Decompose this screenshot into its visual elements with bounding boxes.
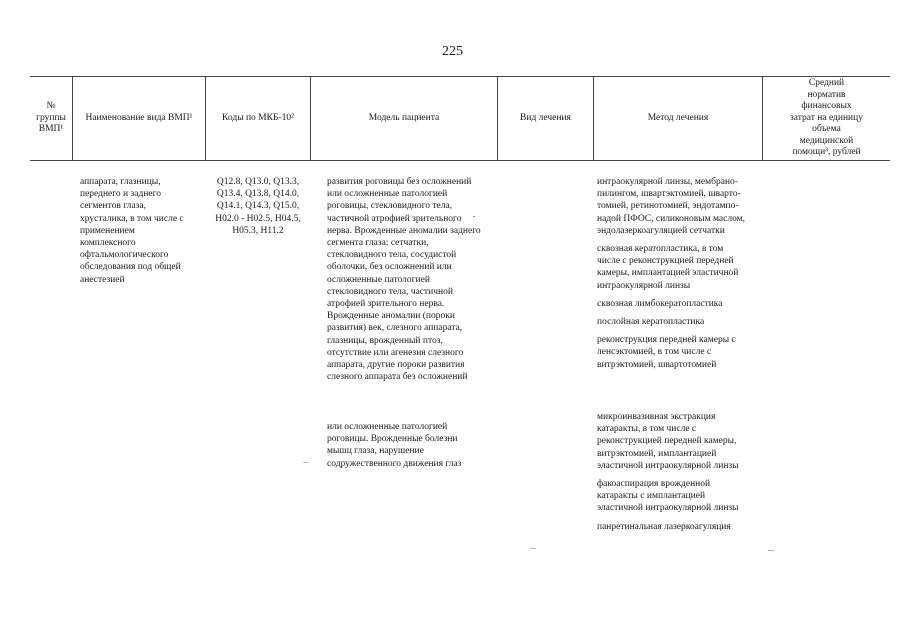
text-line: аппарата, другие пороки развития bbox=[327, 360, 465, 371]
header-average-cost-line: Средний bbox=[808, 78, 845, 89]
header-average-cost-lines bbox=[790, 78, 863, 159]
page-number: 225 bbox=[442, 44, 463, 59]
table-header-bottom-border bbox=[30, 160, 890, 161]
text-line: Q13.4, Q13.8, Q14.0, bbox=[216, 189, 300, 200]
text-line: H05.3, H11.2 bbox=[232, 225, 284, 236]
text-line: оболочки, без осложнений или bbox=[327, 262, 452, 273]
scan-speck bbox=[473, 216, 475, 217]
header-patient-model-text: Модель пациента bbox=[368, 112, 440, 123]
scan-dash bbox=[303, 462, 309, 463]
text-line: стекловидного тела, частичной bbox=[327, 286, 453, 297]
treatment-method-item bbox=[597, 411, 762, 472]
row2-patient-model bbox=[327, 421, 497, 470]
header-group-number-line: ВМП¹ bbox=[38, 124, 64, 135]
text-line: нерва. Врожденные аномалии заднего bbox=[327, 225, 481, 236]
header-average-cost-line: финансовых bbox=[801, 101, 852, 112]
text-line: Q12.8, Q13.0, Q13.3, bbox=[216, 177, 300, 187]
treatment-method-item bbox=[597, 243, 762, 292]
treatment-method-line: сквозная кератопластика, в том bbox=[597, 244, 724, 255]
treatment-method-line: числе с реконструкцией передней bbox=[597, 256, 734, 267]
treatment-method-line: факоаспирация врожденной bbox=[597, 479, 711, 490]
text-line: глазницы, врожденный птоз, bbox=[327, 335, 443, 346]
text-line: хрусталика, в том числе с bbox=[80, 213, 184, 224]
scan-dash bbox=[530, 548, 536, 549]
header-icd-codes bbox=[206, 77, 310, 160]
text-line: осложненные патологией bbox=[327, 274, 430, 285]
treatment-method-line: катаракты, в том числе с bbox=[597, 424, 697, 435]
header-group-number bbox=[30, 77, 72, 160]
text-line: применением bbox=[80, 225, 135, 236]
treatment-method-line: панретинальная лазеркоагуляция bbox=[597, 521, 731, 532]
header-average-cost-line: медицинской bbox=[799, 135, 854, 146]
header-average-cost-line: затрат на единицу bbox=[790, 112, 863, 123]
text-line: сегмента глаза: сетчатки, bbox=[327, 238, 429, 249]
text-line: Врожденные аномалии (пороки bbox=[327, 311, 455, 322]
header-average-cost-line: объема bbox=[812, 124, 841, 135]
header-group-number-lines bbox=[36, 101, 66, 136]
text-line: атрофией зрительного нерва. bbox=[327, 299, 445, 310]
row1-treatment-methods bbox=[597, 176, 762, 377]
text-line: H02.0 - H02.5, H04.5, bbox=[215, 213, 301, 224]
treatment-method-line: пилингом, швартэктомией, шварто- bbox=[597, 189, 741, 200]
treatment-method-line: витрэктомией, швартотомией bbox=[597, 359, 717, 370]
treatment-method-line: микроинвазивная экстракция bbox=[597, 412, 716, 422]
text-line: офтальмологического bbox=[80, 250, 169, 261]
text-line: развития) век, слезного аппарата, bbox=[327, 323, 463, 334]
header-average-cost-line: норматив bbox=[807, 89, 846, 100]
treatment-method-item bbox=[597, 316, 762, 328]
header-icd-codes-text: Коды по МКБ-10² bbox=[222, 112, 294, 123]
row2-treatment-methods bbox=[597, 411, 762, 539]
header-vmp-name bbox=[73, 77, 205, 160]
treatment-method-item bbox=[597, 298, 762, 310]
text-line: комплексного bbox=[80, 238, 136, 249]
text-line: аппарата, глазницы, bbox=[80, 177, 161, 187]
text-line: сегментов глаза, bbox=[80, 201, 146, 212]
text-line: частичной атрофией зрительного bbox=[327, 213, 462, 224]
header-group-number-line: группы bbox=[36, 112, 66, 123]
text-line: слезного аппарата без осложнений bbox=[327, 372, 468, 383]
text-line: роговицы. Врожденные болезни bbox=[327, 434, 458, 445]
text-line: содружественного движения глаз bbox=[327, 458, 462, 469]
header-treatment-method-text: Метод лечения bbox=[647, 112, 709, 123]
header-average-cost bbox=[763, 77, 890, 160]
treatment-method-item bbox=[597, 334, 762, 371]
header-treatment-method bbox=[594, 77, 762, 160]
text-line: роговицы, стекловидного тела, bbox=[327, 201, 453, 212]
treatment-method-line: катаракты с имплантацией bbox=[597, 491, 706, 502]
text-line: стекловидного тела, сосудистой bbox=[327, 250, 457, 261]
treatment-method-item bbox=[597, 176, 762, 237]
treatment-method-item bbox=[597, 478, 762, 515]
treatment-method-line: ленсэктомией, в том числе с bbox=[597, 347, 712, 358]
treatment-method-line: витрэктомией, имплантацией bbox=[597, 448, 717, 459]
treatment-method-line: надой ПФОС, силиконовым маслом, bbox=[597, 213, 746, 224]
treatment-method-line: томией, ретинотомией, эндотампо- bbox=[597, 201, 739, 212]
text-line: обследования под общей bbox=[80, 262, 181, 273]
header-average-cost-line: помощи³, рублей bbox=[792, 147, 861, 158]
header-treatment-type-text: Вид лечения bbox=[520, 112, 571, 123]
text-line: или осложненные патологией bbox=[327, 189, 448, 200]
text-line: анестезией bbox=[80, 274, 125, 285]
scan-dash bbox=[768, 550, 774, 551]
treatment-method-line: эластичной интраокулярной линзы bbox=[597, 503, 739, 514]
treatment-method-line: эластичной интраокулярной линзы bbox=[597, 460, 739, 471]
row1-vmp-name bbox=[80, 176, 204, 286]
header-group-number-line: № bbox=[46, 101, 56, 112]
treatment-method-line: интраокулярной линзы bbox=[597, 280, 691, 291]
treatment-method-line: камеры, имплантацией эластичной bbox=[597, 268, 739, 279]
treatment-method-line: реконструкцией передней камеры, bbox=[597, 436, 737, 447]
header-vmp-name-text: Наименование вида ВМП¹ bbox=[85, 112, 193, 123]
text-line: переднего и заднего bbox=[80, 189, 162, 200]
row1-patient-model bbox=[327, 176, 497, 383]
text-line: развития роговицы без осложнений bbox=[327, 177, 472, 187]
text-line: Q14.1, Q14.3, Q15.0, bbox=[216, 201, 300, 212]
treatment-method-line: эндолазеркоагуляцией сетчатки bbox=[597, 225, 725, 236]
treatment-method-line: интраокулярной линзы, мембрано- bbox=[597, 177, 738, 187]
row1-icd-codes bbox=[208, 176, 308, 237]
text-line: или осложненные патологией bbox=[327, 422, 448, 432]
header-treatment-type bbox=[498, 77, 593, 160]
treatment-method-line: послойная кератопластика bbox=[597, 317, 705, 328]
text-line: отсутствие или агенезия слезного bbox=[327, 347, 464, 358]
text-line: мышц глаза, нарушение bbox=[327, 446, 424, 457]
treatment-method-line: реконструкция передней камеры с bbox=[597, 335, 736, 346]
treatment-method-line: сквозная лимбокератопластика bbox=[597, 298, 723, 309]
header-patient-model bbox=[311, 77, 497, 160]
treatment-method-item bbox=[597, 521, 762, 533]
